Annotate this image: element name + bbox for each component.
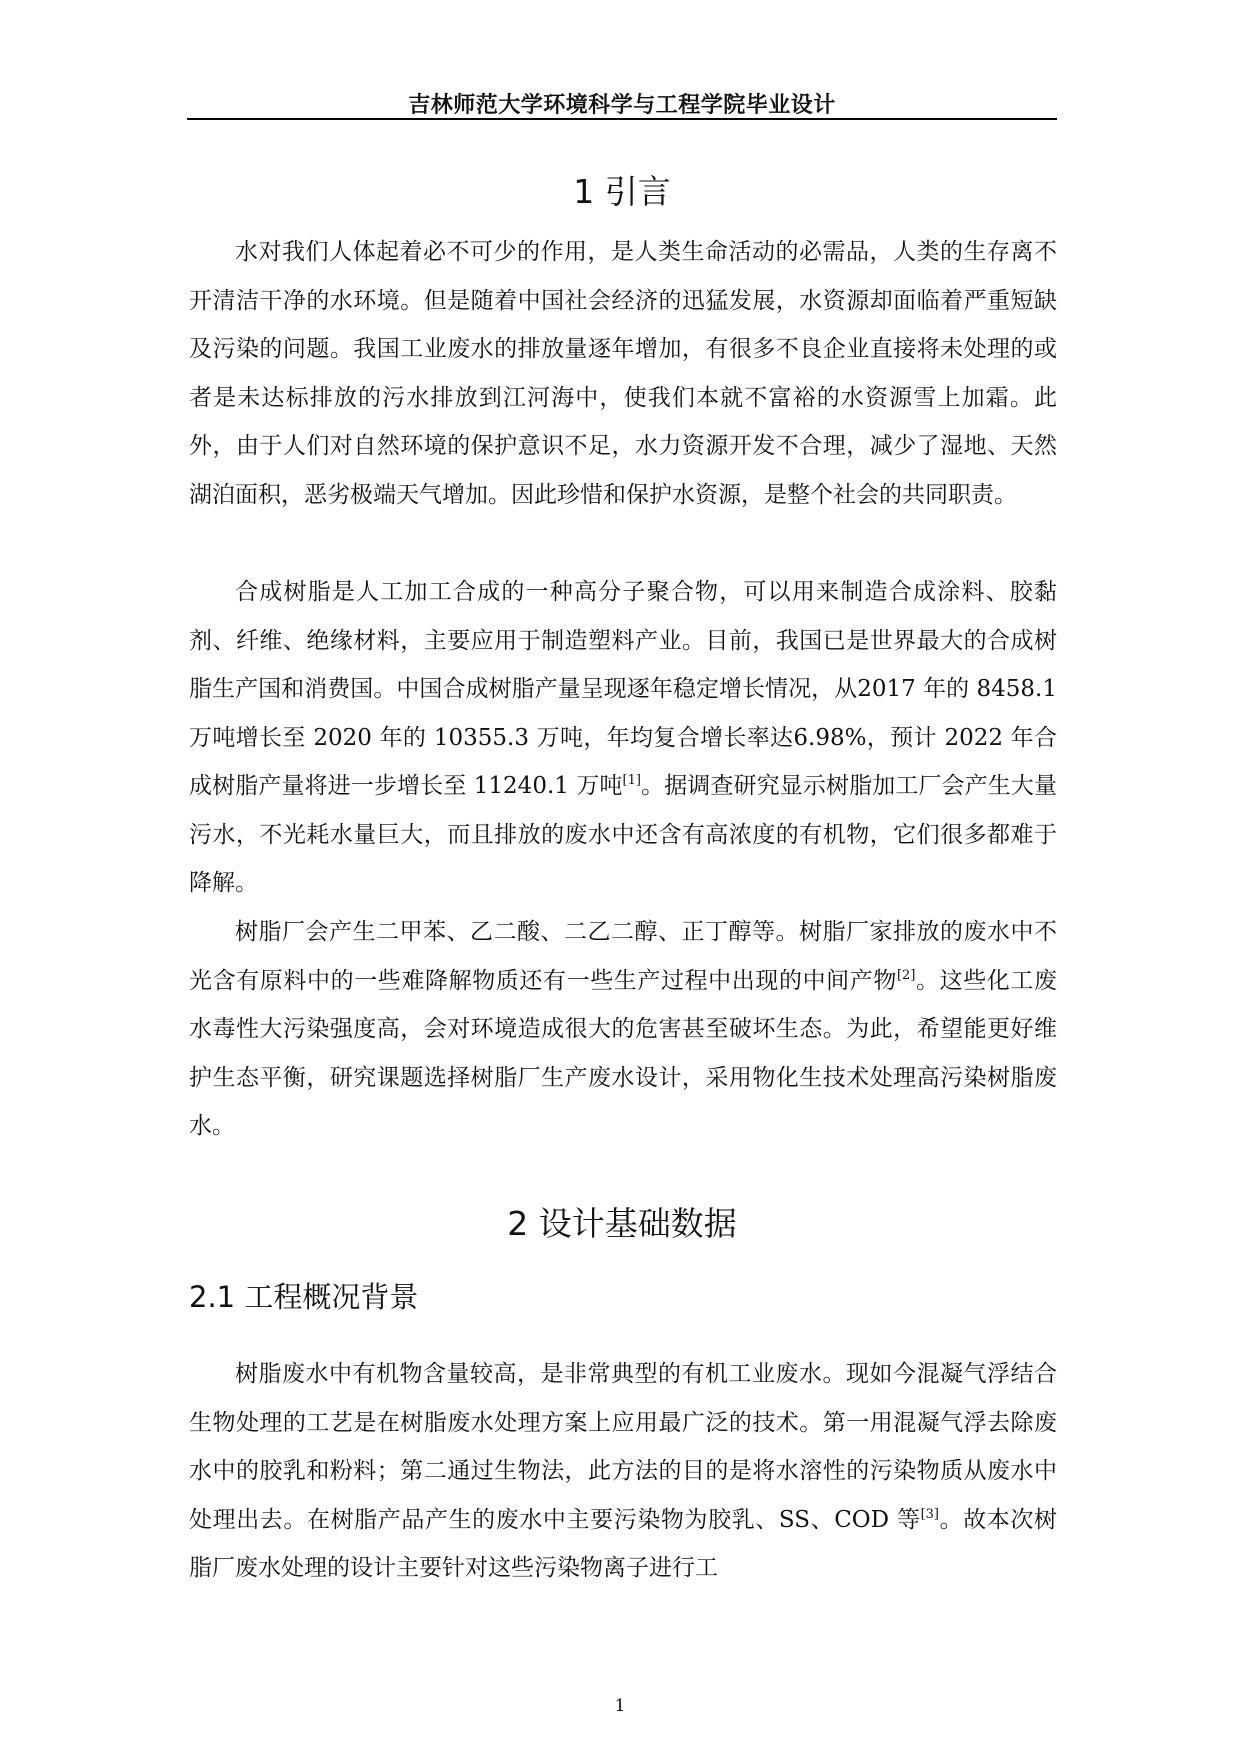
chapter-1-paragraph-3 — [189, 908, 1057, 1151]
citation-ref: [1] — [622, 773, 641, 788]
chapter-1-paragraph-2 — [189, 568, 1057, 908]
paragraph-text: 树脂厂会产生二甲苯、乙二酸、二乙二醇、正丁醇等。树脂厂家排放的废水中不光含有原料中的一些难降解物质还有一些生产过程中出现的中间产物 — [189, 919, 1057, 994]
header-rule — [187, 118, 1057, 120]
paragraph-text: 。故本次树脂厂废水处理的设计主要针对这些污染物离子进行工 — [189, 1506, 1057, 1581]
chapter-1-title: 1 引言 — [573, 172, 671, 211]
section-2-1-paragraph-1 — [189, 1350, 1057, 1593]
running-header: 吉林师范大学环境科学与工程学院毕业设计 — [408, 93, 836, 118]
section-2-1-title: 2.1 工程概况背景 — [189, 1280, 419, 1314]
paragraph-text: 合成树脂是人工加工合成的一种高分子聚合物，可以用来制造合成涂料、胶黏剂、纤维、绝缘材料，主要应用于制造塑料产业。目前，我国已是世界最大的合成树脂生产国和消费国。中国合成树脂产量呈现逐年稳定增长情况，从2017 年的 8458.1 万吨增长至 2020 年的 10355.3 万吨，年均复合增长率达6.98%，预计 2022 年合成树脂产量将进一步增长至 11240.1 万吨 — [189, 579, 1057, 799]
paragraph-text: 。这些化工废水毒性大污染强度高，会对环境造成很大的危害甚至破坏生态。为此，希望能更好维护生态平衡，研究课题选择树脂厂生产废水设计，采用物化生技术处理高污染树脂废水。 — [189, 967, 1058, 1139]
chapter-1-paragraph-1: 水对我们人体起着必不可少的作用，是人类生命活动的必需品，人类的生存离不开清洁干净的水环境。但是随着中国社会经济的迅猛发展，水资源却面临着严重短缺及污染的问题。我国工业废水的排放量逐年增加，有很多不良企业直接将未处理的或者是未达标排放的污水排放到江河海中，使我们本就不富裕的水资源雪上加霜。此外，由于人们对自然环境的保护意识不足，水力资源开发不合理，减少了湿地、天然湖泊面积，恶劣极端天气增加。因此珍惜和保护水资源，是整个社会的共同职责。 — [189, 239, 1057, 508]
page-number: 1 — [614, 1696, 626, 1716]
citation-ref: [3] — [920, 1506, 940, 1522]
paragraph-text: 树脂废水中有机物含量较高，是非常典型的有机工业废水。现如今混凝气浮结合生物处理的工艺是在树脂废水处理方案上应用最广泛的技术。第一用混凝气浮去除废水中的胶乳和粉料；第二通过生物法，此方法的目的是将水溶性的污染物质从废水中处理出去。在树脂产品产生的废水中主要污染物为胶乳、SS、COD 等 — [189, 1361, 1057, 1533]
chapter-2-title: 2 设计基础数据 — [507, 1204, 737, 1243]
paragraph-text: 。据调查研究显示树脂加工厂会产生大量污水，不光耗水量巨大，而且排放的废水中还含有高浓度的有机物，它们很多都难于降解。 — [189, 773, 1058, 896]
citation-ref: [2] — [896, 967, 916, 983]
